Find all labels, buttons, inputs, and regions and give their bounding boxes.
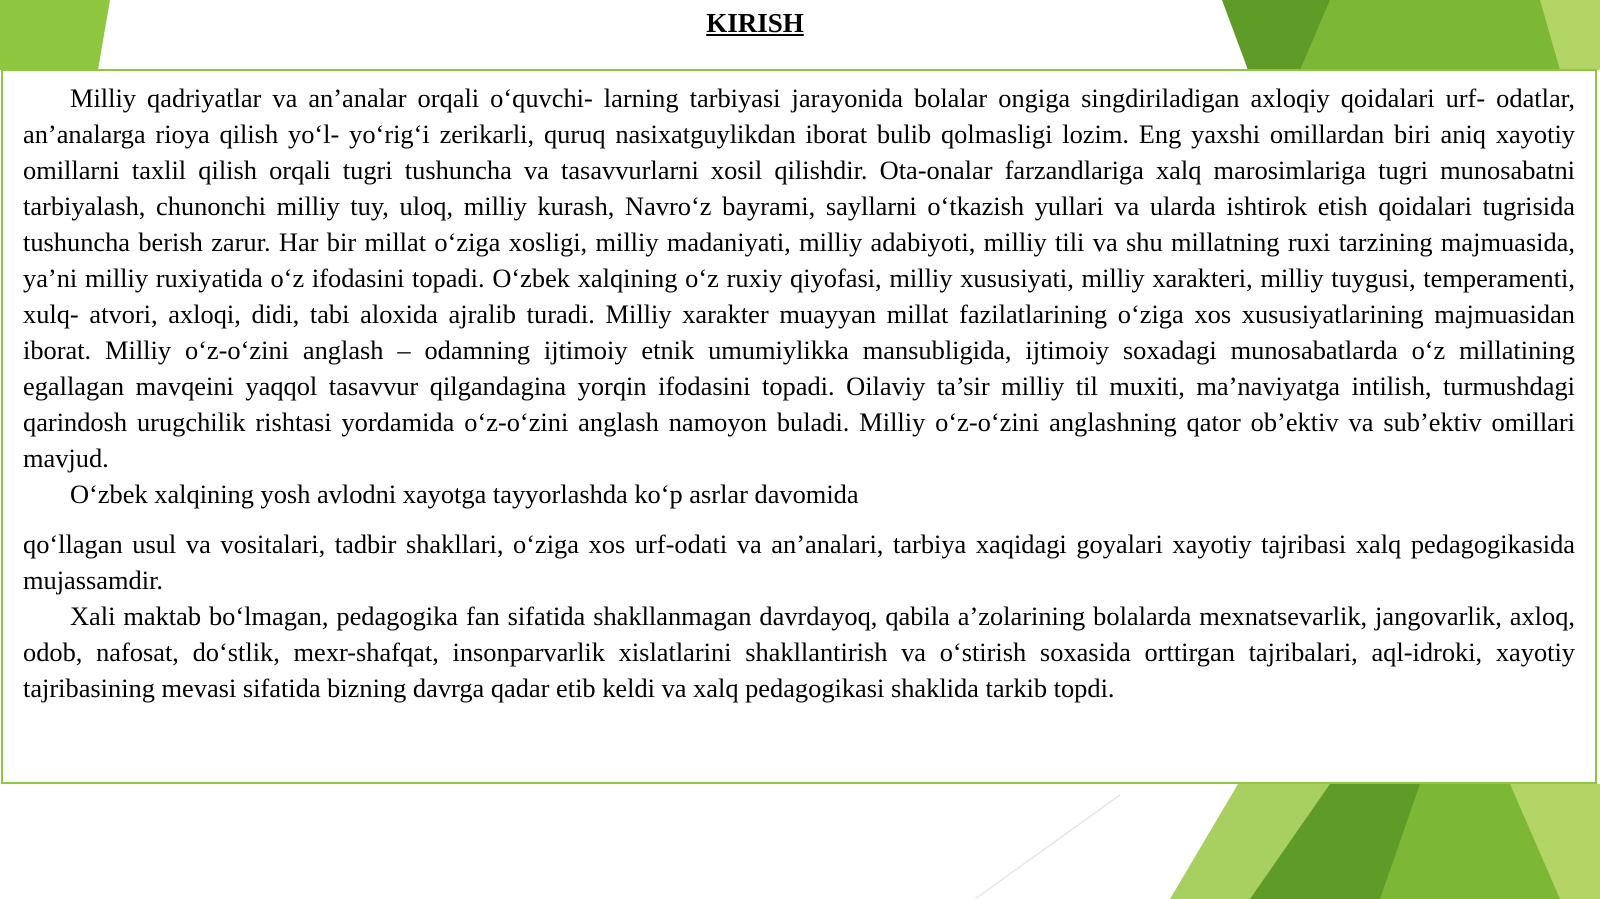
paragraph-2: O‘zbek xalqining yosh avlodni xayotga tayyorlashda ko‘p asrlar davomida	[70, 479, 859, 509]
bottom-thin-line	[975, 795, 1120, 899]
paragraph-2-continuation: qo‘llagan usul va vositalari, tadbir shakllari, o‘ziga xos urf-odati va an’analari, tarbiya xaqidagi goyalari xayotiy tajribasi xalq pedagogikasida mujassamdir.	[23, 529, 1575, 595]
paragraph-1: Milliy qadriyatlar va an’analar orqali o‘quvchi- larning tarbiyasi jarayonida bolalar ongiga singdiriladigan axloqiy qoidalari urf- odatlar, an’analarga rioya qilish yo‘l- yo‘rig‘i zerikarli, quruq nasixatguylikdan iborat bulib qolmasligi lozim. Eng yaxshi omillardan biri aniq xayotiy omillarni taxlil qilish orqali tugri tushuncha va tasavvurlarni xosil qilishdir. Ota-onalar farzandlariga xalq marosimlariga tugri munosabatni tarbiyalash, chunonchi milliy tuy, uloq, milliy kurash, Navro‘z bayrami, sayllarni o‘tkazish yullari va ularda ishtirok etish qoidalari tugrisida tushuncha berish zarur. Har bir millat o‘ziga xosligi, milliy madaniyati, milliy adabiyoti, milliy tili va shu millatning ruxi tarzining majmuasida, ya’ni milliy ruxiyatida o‘z ifodasini topadi. O‘zbek xalqining o‘z ruxiy qiyofasi, milliy xususiyati, milliy xarakteri, milliy tuygusi, temperamenti, xulq- atvori, axloqi, didi, tabi aloxida ajralib turadi. Milliy xarakter muayyan millat fazilatlarining o‘ziga xos xususiyatlarining majmuasidan iborat. Milliy o‘z-o‘zini anglash – odamning ijtimoiy etnik umumiylikka mansubligida, ijtimoiy soxadagi munosabatlarda o‘z millatining egallagan mavqeini yaqqol tasavvur qilgandagina yorqin ifodasini topadi. Oilaviy ta’sir milliy til muxiti, ma’naviyatga intilish, turmushdagi qarindosh urugchilik rishtasi yordamida o‘z-o‘zini anglash namoyon buladi. Milliy o‘z-o‘zini anglashning qator ob’ektiv va sub’ektiv omillari mavjud.	[23, 83, 1575, 473]
content-text-box	[1, 69, 1597, 784]
paragraph-3: Xali maktab bo‘lmagan, pedagogika fan sifatida shakllanmagan davrdayoq, qabila a’zolarining bolalarda mexnatsevarlik, jangovarlik, axloq, odob, nafosat, do‘stlik, mexr-shafqat, insonparvarlik xislatlarini shakllantirish va o‘stirish soxasida orttirgan tajribalari, aql-idroki, xayotiy tajribasining mevasi sifatida bizning davrga qadar etib keldi va xalq pedagogikasi shaklida tarkib topdi.	[23, 601, 1575, 703]
slide-title: KIRISH	[706, 8, 804, 38]
